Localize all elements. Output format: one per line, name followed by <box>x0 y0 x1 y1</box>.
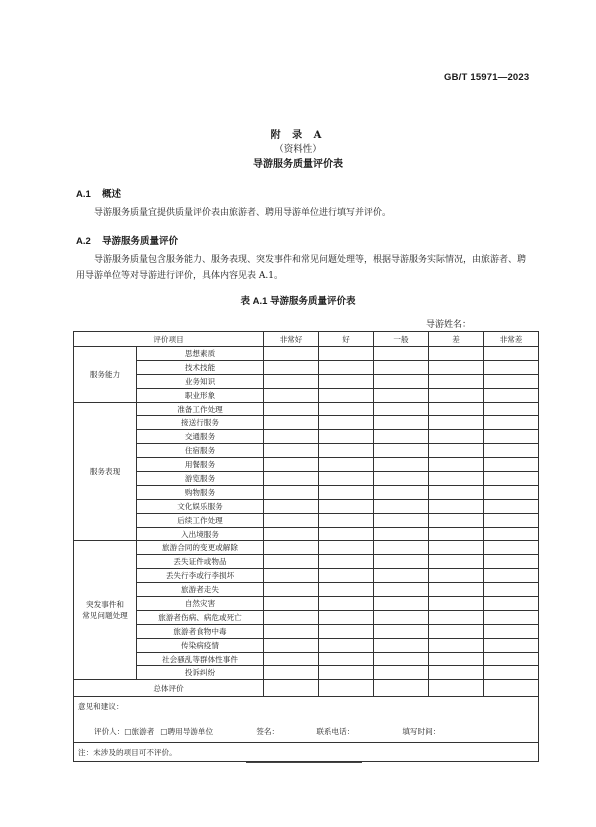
rating-cell[interactable] <box>264 458 319 472</box>
rating-cell[interactable] <box>319 569 374 583</box>
rating-cell[interactable] <box>484 499 539 513</box>
section-a2-text: 导游服务质量包含服务能力、服务表现、突发事件和常见问题处理等，根据导游服务实际情况，由旅游者、聘用导游单位等对导游进行评价，具体内容见表 A.1。 <box>76 255 527 281</box>
rating-cell[interactable] <box>484 638 539 652</box>
overall-rating-cell[interactable] <box>484 680 539 697</box>
rating-cell[interactable] <box>484 513 539 527</box>
rating-cell[interactable] <box>374 513 429 527</box>
rating-cell[interactable] <box>374 666 429 680</box>
item-label: 传染病疫情 <box>137 638 264 652</box>
rating-cell[interactable] <box>429 513 484 527</box>
rating-cell[interactable] <box>484 569 539 583</box>
rating-cell[interactable] <box>429 485 484 499</box>
section-heading-a2 <box>76 233 178 247</box>
header-level: 好 <box>319 332 374 347</box>
item-label: 业务知识 <box>137 374 264 388</box>
rating-cell[interactable] <box>264 527 319 541</box>
item-label: 社会骚乱等群体性事件 <box>137 652 264 666</box>
table-row <box>74 374 539 388</box>
rating-cell[interactable] <box>319 402 374 416</box>
item-label: 用餐服务 <box>137 458 264 472</box>
signature-label: 签名： <box>256 727 280 737</box>
item-label: 旅游者食物中毒 <box>137 624 264 638</box>
section-title: 导游服务质量评价 <box>102 236 179 247</box>
rating-cell[interactable] <box>374 416 429 430</box>
rating-cell[interactable] <box>319 347 374 361</box>
rating-cell[interactable] <box>429 458 484 472</box>
rating-cell[interactable] <box>429 416 484 430</box>
rating-cell[interactable] <box>374 347 429 361</box>
item-label: 交通服务 <box>137 430 264 444</box>
rating-cell[interactable] <box>264 555 319 569</box>
rating-cell[interactable] <box>319 416 374 430</box>
overall-row <box>74 680 539 697</box>
rating-cell[interactable] <box>429 360 484 374</box>
overall-label: 总体评价 <box>74 680 264 697</box>
item-label: 入出境服务 <box>137 527 264 541</box>
rating-cell[interactable] <box>429 499 484 513</box>
phone-label: 联系电话： <box>316 727 355 737</box>
table-row <box>74 458 539 472</box>
header-level: 一般 <box>374 332 429 347</box>
rating-cell[interactable] <box>429 555 484 569</box>
rating-cell[interactable] <box>429 430 484 444</box>
rating-cell[interactable] <box>264 402 319 416</box>
rating-cell[interactable] <box>429 624 484 638</box>
appendix-title: 附 录 A <box>270 130 326 141</box>
table-row <box>74 499 539 513</box>
rating-cell[interactable] <box>374 555 429 569</box>
item-label: 游览服务 <box>137 472 264 486</box>
rating-cell[interactable] <box>484 610 539 624</box>
date-label: 填写时间： <box>402 727 441 737</box>
rating-cell[interactable] <box>264 569 319 583</box>
standard-number: GB/T 15971—2023 <box>444 72 530 83</box>
rating-cell[interactable] <box>319 652 374 666</box>
table-row <box>74 638 539 652</box>
rating-cell[interactable] <box>429 472 484 486</box>
rating-cell[interactable] <box>484 430 539 444</box>
item-label: 投诉纠纷 <box>137 666 264 680</box>
item-label: 丢失证件或物品 <box>137 555 264 569</box>
rating-cell[interactable] <box>264 388 319 402</box>
rating-cell[interactable] <box>429 541 484 555</box>
table-row <box>74 513 539 527</box>
header-item: 评价项目 <box>74 332 264 347</box>
item-label: 文化娱乐服务 <box>137 499 264 513</box>
rating-cell[interactable] <box>374 485 429 499</box>
rating-cell[interactable] <box>319 527 374 541</box>
rating-cell[interactable] <box>319 374 374 388</box>
rating-cell[interactable] <box>374 499 429 513</box>
rating-cell[interactable] <box>484 652 539 666</box>
rating-cell[interactable] <box>264 360 319 374</box>
rating-cell[interactable] <box>484 555 539 569</box>
rating-cell[interactable] <box>429 569 484 583</box>
rating-cell[interactable] <box>429 666 484 680</box>
rating-cell[interactable] <box>264 513 319 527</box>
group-label: 服务能力 <box>74 347 137 403</box>
rating-cell[interactable] <box>319 597 374 611</box>
rating-cell[interactable] <box>429 597 484 611</box>
overall-rating-cell[interactable] <box>319 680 374 697</box>
rating-cell[interactable] <box>264 638 319 652</box>
evaluation-table <box>73 331 539 762</box>
item-label: 丢失行李或行李损坏 <box>137 569 264 583</box>
overall-rating-cell[interactable] <box>429 680 484 697</box>
table-row <box>74 597 539 611</box>
rating-cell[interactable] <box>264 430 319 444</box>
table-row <box>74 624 539 638</box>
overall-rating-cell[interactable] <box>374 680 429 697</box>
rating-cell[interactable] <box>429 388 484 402</box>
rating-cell[interactable] <box>484 402 539 416</box>
rating-cell[interactable] <box>484 541 539 555</box>
rating-cell[interactable] <box>484 360 539 374</box>
rater-label: 评价人： <box>94 727 125 737</box>
rating-cell[interactable] <box>429 402 484 416</box>
footer-rule <box>246 762 362 763</box>
rating-cell[interactable] <box>374 472 429 486</box>
rating-cell[interactable] <box>319 583 374 597</box>
section-number: A.1 <box>76 189 91 200</box>
item-label: 住宿服务 <box>137 444 264 458</box>
item-label: 购物服务 <box>137 485 264 499</box>
rating-cell[interactable] <box>429 374 484 388</box>
rating-cell[interactable] <box>264 472 319 486</box>
rating-cell[interactable] <box>374 374 429 388</box>
rating-cell[interactable] <box>484 374 539 388</box>
rating-cell[interactable] <box>319 472 374 486</box>
table-row <box>74 402 539 416</box>
rating-cell[interactable] <box>374 638 429 652</box>
item-label: 后续工作处理 <box>137 513 264 527</box>
rating-cell[interactable] <box>484 458 539 472</box>
rating-cell[interactable] <box>319 430 374 444</box>
overall-rating-cell[interactable] <box>264 680 319 697</box>
table-row <box>74 569 539 583</box>
rating-cell[interactable] <box>484 472 539 486</box>
table-row <box>74 541 539 555</box>
rating-cell[interactable] <box>319 666 374 680</box>
rating-cell[interactable] <box>319 485 374 499</box>
header-level: 非常差 <box>484 332 539 347</box>
rating-cell[interactable] <box>264 610 319 624</box>
rating-cell[interactable] <box>429 638 484 652</box>
item-label: 职业形象 <box>137 388 264 402</box>
rater-line <box>78 726 538 737</box>
item-label: 接送行服务 <box>137 416 264 430</box>
rating-cell[interactable] <box>429 610 484 624</box>
rating-cell[interactable] <box>264 541 319 555</box>
item-label: 准备工作处理 <box>137 402 264 416</box>
item-label: 自然灾害 <box>137 597 264 611</box>
rating-cell[interactable] <box>319 499 374 513</box>
group-label <box>74 541 137 680</box>
table-row <box>74 610 539 624</box>
rating-cell[interactable] <box>264 624 319 638</box>
rating-cell[interactable] <box>319 610 374 624</box>
rating-cell[interactable] <box>484 666 539 680</box>
rating-cell[interactable] <box>374 444 429 458</box>
rating-cell[interactable] <box>484 583 539 597</box>
rating-cell[interactable] <box>374 388 429 402</box>
rating-cell[interactable] <box>319 624 374 638</box>
section-heading-a1 <box>76 186 121 200</box>
rating-cell[interactable] <box>374 597 429 611</box>
opinion-row <box>74 697 539 743</box>
table-row <box>74 583 539 597</box>
rating-cell[interactable] <box>484 527 539 541</box>
rating-cell[interactable] <box>484 416 539 430</box>
rating-cell[interactable] <box>374 541 429 555</box>
rating-cell[interactable] <box>264 485 319 499</box>
rating-cell[interactable] <box>319 541 374 555</box>
rating-cell[interactable] <box>429 583 484 597</box>
rating-cell[interactable] <box>429 652 484 666</box>
item-label: 思想素质 <box>137 347 264 361</box>
rating-cell[interactable] <box>429 444 484 458</box>
table-row <box>74 430 539 444</box>
rating-cell[interactable] <box>374 402 429 416</box>
rating-cell[interactable] <box>264 374 319 388</box>
rating-cell[interactable] <box>264 347 319 361</box>
rating-cell[interactable] <box>374 430 429 444</box>
rating-cell[interactable] <box>374 527 429 541</box>
table-row <box>74 485 539 499</box>
rating-cell[interactable] <box>374 360 429 374</box>
appendix-nature: （资料性） <box>274 144 322 155</box>
section-a1-text: 导游服务质量宜提供质量评价表由旅游者、聘用导游单位进行填写并评价。 <box>94 208 392 218</box>
rating-cell[interactable] <box>484 485 539 499</box>
rating-cell[interactable] <box>264 499 319 513</box>
rating-cell[interactable] <box>319 458 374 472</box>
table-header-row <box>74 332 539 347</box>
rating-cell[interactable] <box>319 388 374 402</box>
item-label: 技术技能 <box>137 360 264 374</box>
rating-cell[interactable] <box>319 513 374 527</box>
table-row <box>74 347 539 361</box>
table-row <box>74 444 539 458</box>
rating-cell[interactable] <box>374 583 429 597</box>
rating-cell[interactable] <box>264 666 319 680</box>
rating-cell[interactable] <box>484 597 539 611</box>
table-title: 表 A.1 导游服务质量评价表 <box>240 296 356 307</box>
section-title: 概述 <box>102 189 122 200</box>
rating-cell[interactable] <box>264 416 319 430</box>
table-row <box>74 652 539 666</box>
rating-cell[interactable] <box>484 347 539 361</box>
rating-cell[interactable] <box>319 360 374 374</box>
item-label: 旅游者伤病、病危或死亡 <box>137 610 264 624</box>
appendix-main-title: 导游服务质量评价表 <box>253 159 343 170</box>
rater-option-tourist[interactable]: □旅游者 <box>124 727 155 737</box>
rating-cell[interactable] <box>374 610 429 624</box>
opinion-cell[interactable] <box>74 697 539 743</box>
rating-cell[interactable] <box>484 624 539 638</box>
rating-cell[interactable] <box>319 444 374 458</box>
table-row <box>74 388 539 402</box>
rater-option-employer[interactable]: □聘用导游单位 <box>160 727 214 737</box>
rating-cell[interactable] <box>264 597 319 611</box>
rating-cell[interactable] <box>429 527 484 541</box>
rating-cell[interactable] <box>429 347 484 361</box>
opinion-label: 意见和建议： <box>78 702 124 712</box>
note-text: 注：未涉及的项目可不评价。 <box>74 743 539 762</box>
table-row <box>74 472 539 486</box>
rating-cell[interactable] <box>319 638 374 652</box>
rating-cell[interactable] <box>484 388 539 402</box>
guide-name-label: 导游姓名： <box>426 320 472 330</box>
rating-cell[interactable] <box>374 569 429 583</box>
item-label: 旅游合同的变更或解除 <box>137 541 264 555</box>
rating-cell[interactable] <box>264 652 319 666</box>
header-level: 差 <box>429 332 484 347</box>
rating-cell[interactable] <box>374 652 429 666</box>
section-number: A.2 <box>76 236 91 247</box>
table-row <box>74 555 539 569</box>
header-level: 非常好 <box>264 332 319 347</box>
table-row <box>74 666 539 680</box>
group-label-line: 突发事件和 <box>86 600 124 610</box>
rating-cell[interactable] <box>264 583 319 597</box>
rating-cell[interactable] <box>484 444 539 458</box>
table-row <box>74 360 539 374</box>
group-label-line: 常见问题处理 <box>82 611 128 621</box>
item-label: 旅游者走失 <box>137 583 264 597</box>
table-row <box>74 416 539 430</box>
rating-cell[interactable] <box>319 555 374 569</box>
rating-cell[interactable] <box>264 444 319 458</box>
rating-cell[interactable] <box>374 624 429 638</box>
table-row <box>74 527 539 541</box>
group-label: 服务表现 <box>74 402 137 541</box>
rating-cell[interactable] <box>374 458 429 472</box>
note-row <box>74 743 539 762</box>
